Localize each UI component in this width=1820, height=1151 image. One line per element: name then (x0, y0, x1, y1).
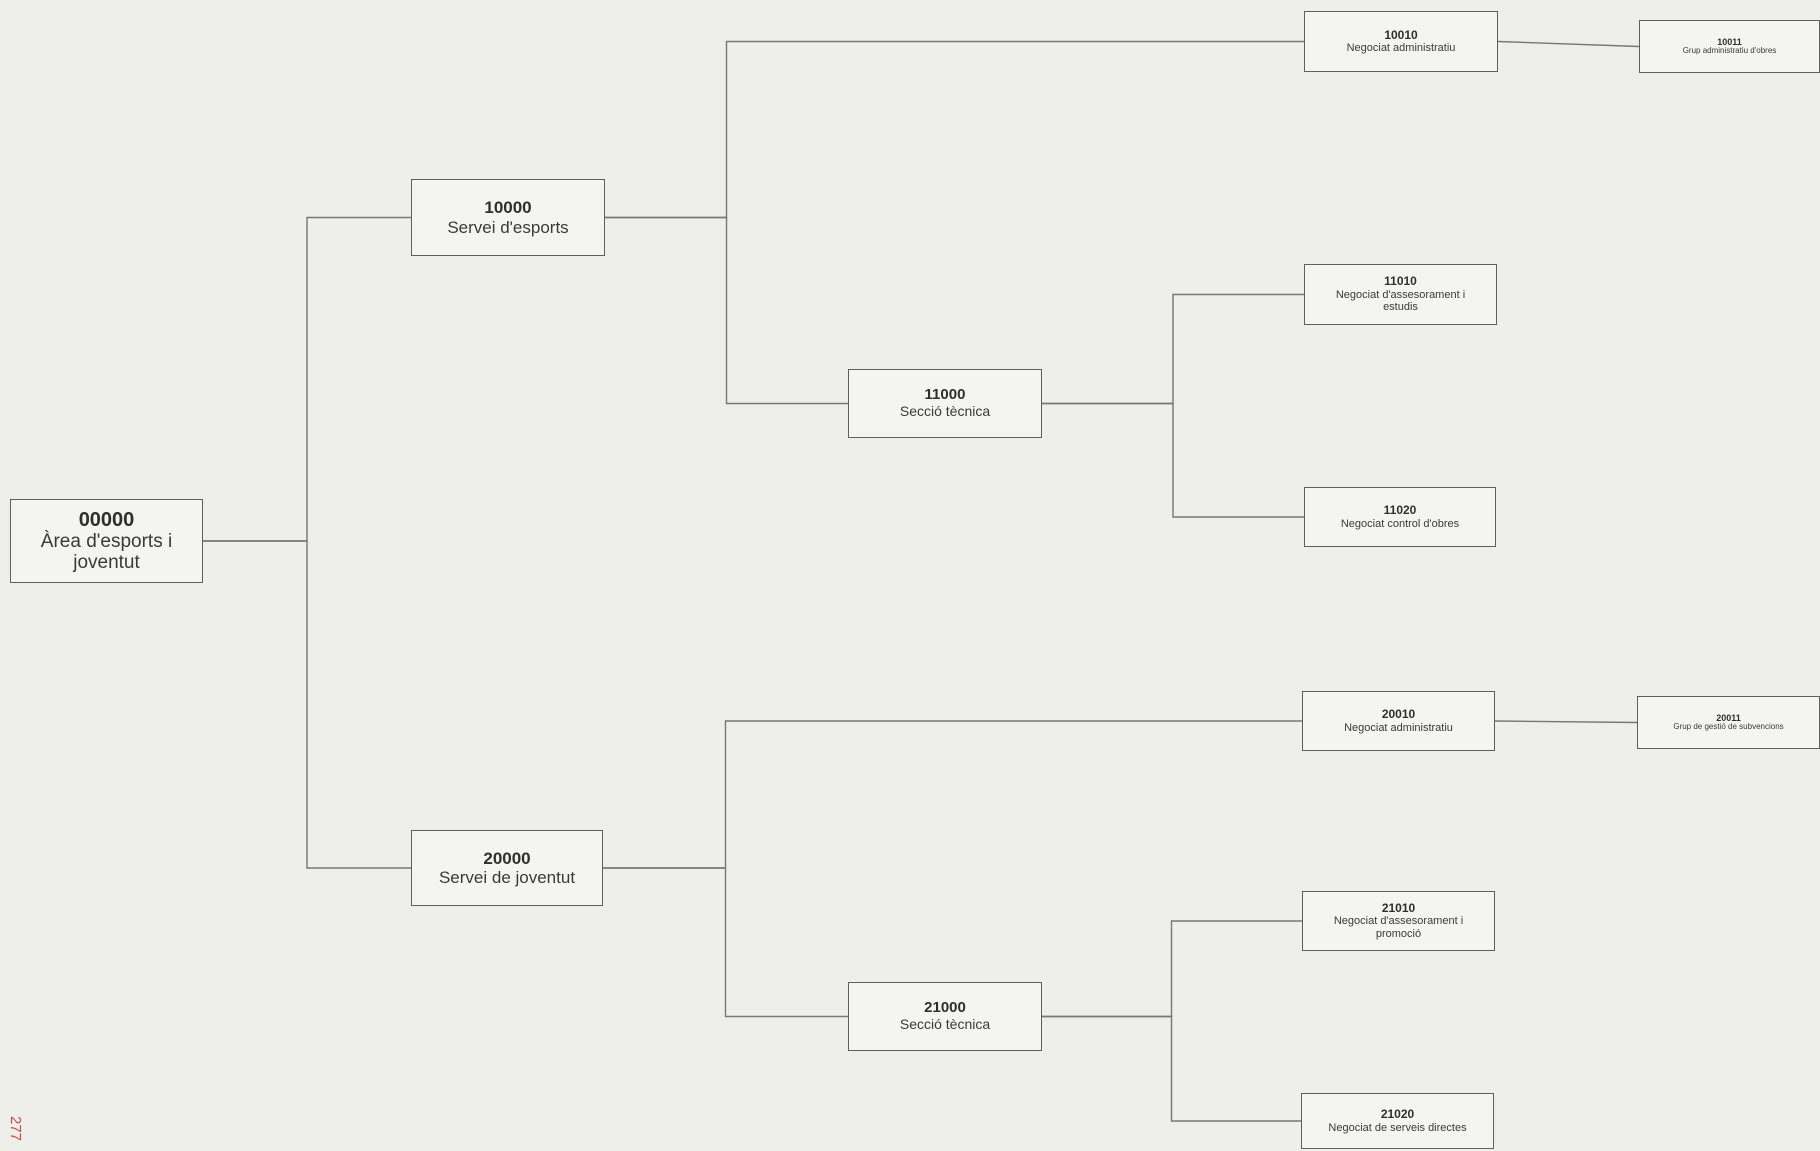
org-box-21020[interactable] (1301, 1093, 1494, 1149)
org-code: 11000 (924, 386, 966, 404)
org-name: Servei de joventut (438, 868, 576, 887)
org-code: 10000 (484, 198, 532, 218)
org-code: 21000 (924, 999, 966, 1017)
connector-20000-20010 (603, 721, 1302, 868)
org-code: 20010 (1381, 707, 1416, 722)
connector-21000-21010 (1042, 921, 1302, 1017)
org-box-00000[interactable] (10, 499, 203, 583)
org-code: 21020 (1380, 1107, 1415, 1122)
org-box-11000[interactable] (848, 369, 1042, 438)
org-box-21000[interactable] (848, 982, 1042, 1051)
org-name: Negociat d'assesorament i estudis (1335, 288, 1466, 314)
org-name: Secció tècnica (899, 1016, 991, 1033)
connector-20000-21000 (603, 868, 848, 1017)
org-box-10011[interactable] (1639, 20, 1820, 73)
org-name: Negociat administratiu (1346, 42, 1456, 55)
connector-10000-10010 (605, 42, 1304, 218)
org-code: 11020 (1383, 503, 1417, 518)
org-code: 10011 (1717, 36, 1742, 47)
org-name: Negociat d'assesorament i promoció (1333, 915, 1464, 940)
org-box-10010[interactable] (1304, 11, 1498, 72)
org-code: 20000 (483, 848, 531, 868)
connector-20010-20011 (1495, 721, 1637, 723)
org-box-11010[interactable] (1304, 264, 1497, 325)
org-box-20011[interactable] (1637, 696, 1820, 749)
org-code: 11010 (1384, 274, 1417, 289)
org-name: Negociat control d'obres (1340, 517, 1460, 530)
org-name: Negociat administratiu (1344, 721, 1453, 734)
org-box-20000[interactable] (411, 830, 603, 906)
org-name: Negociat de serveis directes (1328, 1121, 1467, 1134)
org-code: 00000 (78, 508, 135, 531)
connector-00000-20000 (203, 541, 411, 868)
org-box-20010[interactable] (1302, 691, 1495, 751)
org-name: Grup administratiu d'obres (1682, 46, 1777, 56)
org-code: 20011 (1716, 712, 1741, 723)
org-name: Grup de gestió de subvencions (1673, 722, 1784, 732)
org-box-11020[interactable] (1304, 487, 1496, 547)
org-code: 21010 (1381, 900, 1416, 915)
connector-10000-11000 (605, 218, 848, 404)
connector-21000-21020 (1042, 1017, 1301, 1122)
org-box-10000[interactable] (411, 179, 605, 256)
connector-10010-10011 (1498, 42, 1639, 47)
org-name: Àrea d'esports i joventut (40, 530, 173, 574)
org-box-21010[interactable] (1302, 891, 1495, 951)
org-code: 10010 (1384, 27, 1418, 42)
connector-11000-11010 (1042, 295, 1304, 404)
connector-00000-10000 (203, 218, 411, 542)
org-name: Secció tècnica (899, 403, 991, 420)
page-number: 277 (7, 1116, 24, 1142)
org-name: Servei d'esports (447, 217, 569, 237)
connector-11000-11020 (1042, 404, 1304, 518)
